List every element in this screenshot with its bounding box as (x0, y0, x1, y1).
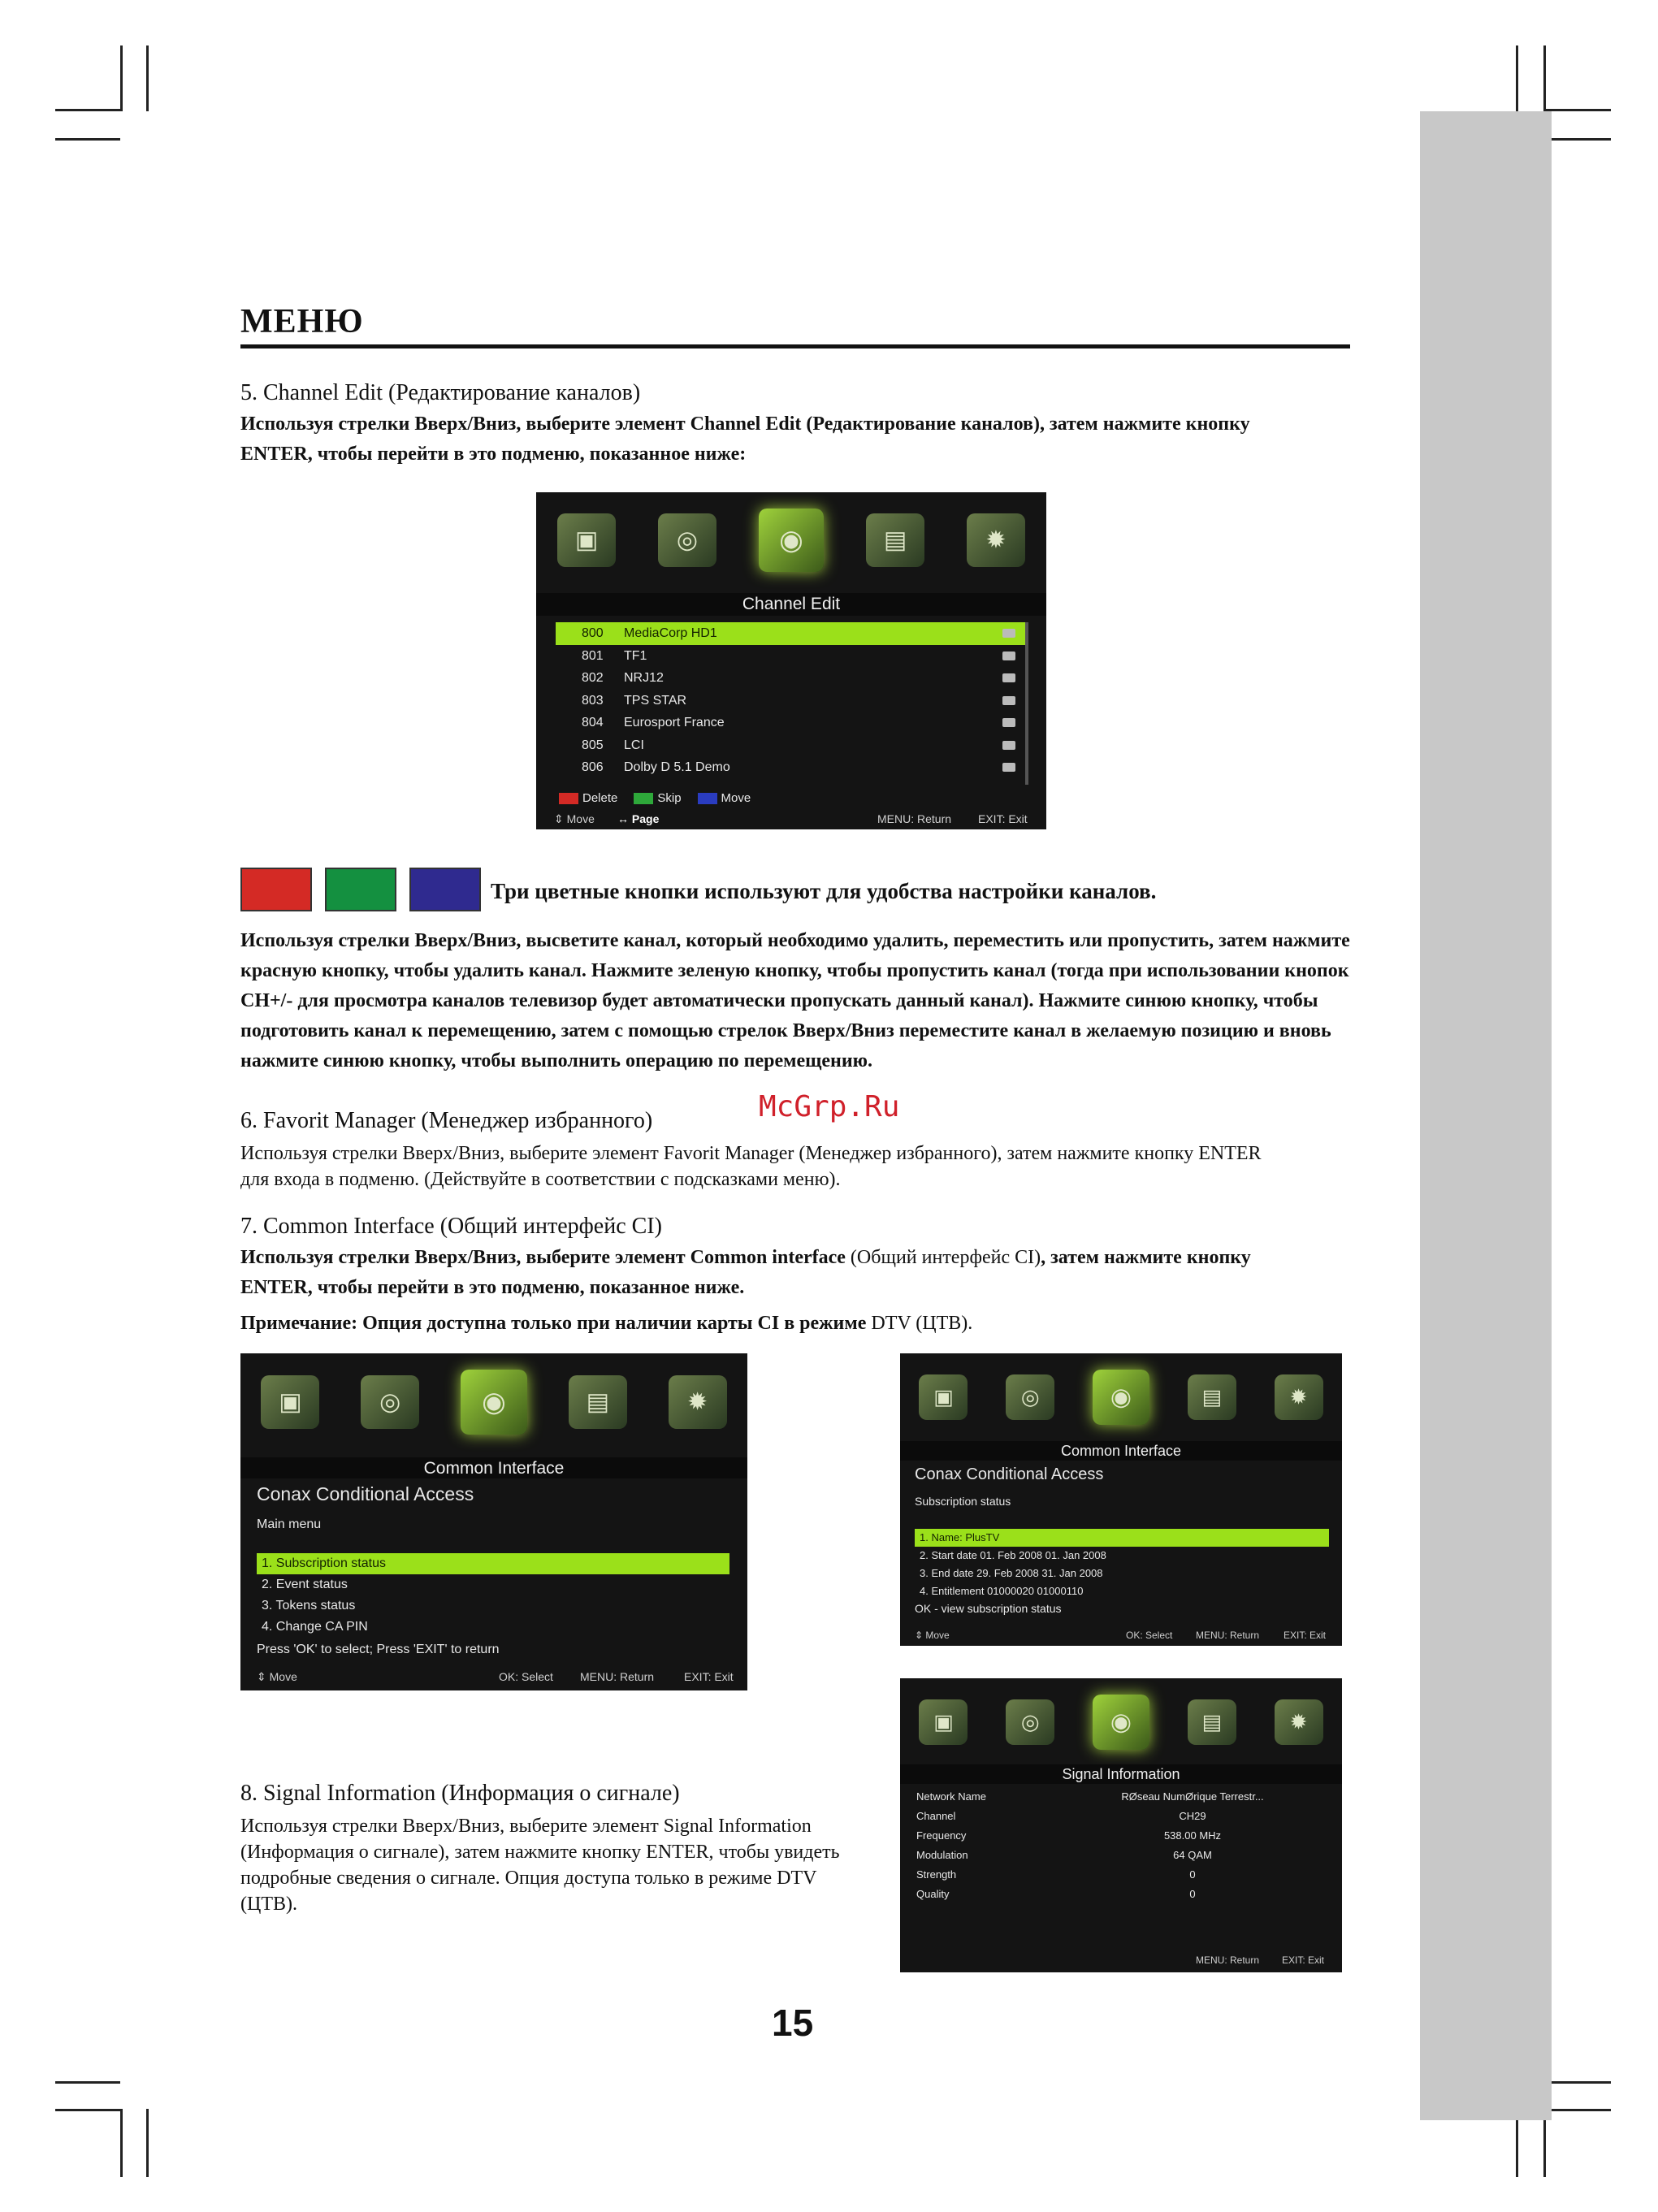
section-6-title: 6. Favorit Manager (Менеджер избранного) (240, 1108, 653, 1133)
channel-number: 804 (582, 716, 604, 729)
signal-label: Network Name (916, 1790, 986, 1803)
channel-name: TF1 (624, 648, 647, 663)
common-interface-screen (240, 1353, 747, 1690)
signal-row (916, 1787, 1331, 1807)
lock-icon: ▤ (569, 1375, 627, 1429)
scrollbar (1025, 622, 1028, 785)
ci-menu-item[interactable]: 4. Change CA PIN (262, 1620, 368, 1634)
ci-subtitle: Conax Conditional Access (257, 1483, 474, 1504)
color-legend (559, 791, 751, 805)
channel-row[interactable] (556, 645, 1027, 668)
crop-mark (1546, 2081, 1611, 2084)
tv-icon (1002, 763, 1015, 772)
subscription-row[interactable]: 1. Name: PlusTV (915, 1529, 1329, 1547)
picture-icon: ▣ (261, 1375, 319, 1429)
ci-menu-item[interactable]: 2. Event status (262, 1578, 348, 1591)
channel-row[interactable] (556, 690, 1027, 712)
signal-label: Frequency (916, 1829, 967, 1842)
screen-title: Common Interface (1060, 1443, 1182, 1459)
channel-icon: ◉ (461, 1370, 527, 1435)
watermark: McGrp.Ru (759, 1090, 900, 1123)
channel-number: 800 (582, 626, 604, 640)
channel-name: Eurosport France (624, 716, 725, 729)
ci-menu-list (257, 1553, 729, 1638)
legend-delete: Delete (559, 791, 617, 805)
sound-icon: ◎ (658, 513, 716, 567)
footer-menu: MENU: Return (1196, 1954, 1260, 1966)
picture-icon: ▣ (919, 1374, 968, 1420)
section-6-body: Используя стрелки Вверх/Вниз, выберите элемент Favorit Manager (Менеджер избранного), затем нажмите кнопку ENTER для входа в подменю. (Действуйте в соответствии с подсказками меню). (240, 1143, 1262, 1190)
signal-label: Modulation (916, 1849, 968, 1861)
tv-icon (1002, 673, 1015, 682)
footer-exit: EXIT: Exit (1282, 1954, 1325, 1966)
sub-caption: Subscription status (915, 1495, 1011, 1508)
crop-mark (1546, 2109, 1611, 2111)
subscription-rows (915, 1529, 1329, 1600)
ci-main-menu: Main menu (257, 1517, 322, 1531)
picture-icon: ▣ (919, 1699, 968, 1745)
crop-mark (120, 2109, 123, 2177)
crop-mark (146, 45, 149, 111)
footer-ok: OK: Select (1126, 1630, 1173, 1641)
crop-mark (146, 2109, 149, 2177)
channel-icon: ◉ (1093, 1695, 1149, 1750)
sound-icon: ◎ (1006, 1699, 1054, 1745)
signal-label: Strength (916, 1868, 957, 1881)
page-heading: МЕНЮ (240, 303, 364, 340)
crop-mark (55, 2109, 120, 2111)
signal-value: 538.00 MHz (1163, 1829, 1222, 1842)
section-8-body: Используя стрелки Вверх/Вниз, выберите элемент Signal Information (Информация о сигнале), затем нажмите кнопку ENTER, чтобы увидеть подробные сведения о сигнале. Опция доступа только в режиме DTV (ЦТВ). (240, 1816, 840, 1915)
blue-button-swatch (409, 868, 481, 911)
signal-value: CH29 (1179, 1810, 1206, 1822)
footer-menu: MENU: Return (580, 1670, 655, 1683)
footer-exit: EXIT: Exit (1284, 1630, 1327, 1641)
footer-exit: EXIT: Exit (978, 812, 1028, 825)
signal-rows (916, 1787, 1331, 1904)
setup-icon: ✹ (967, 513, 1025, 567)
channel-edit-screen (536, 492, 1046, 829)
crop-mark (1516, 45, 1518, 111)
subscription-status-screen (900, 1353, 1342, 1646)
channel-name: MediaCorp HD1 (624, 626, 717, 640)
crop-mark (55, 138, 120, 141)
footer-ok: OK: Select (499, 1670, 553, 1683)
signal-information-screen (900, 1678, 1342, 1972)
legend-skip: Skip (634, 791, 681, 805)
channel-row[interactable] (556, 622, 1027, 645)
page-number: 15 (772, 2002, 814, 2044)
channel-name: Dolby D 5.1 Demo (624, 760, 730, 774)
lock-icon: ▤ (1188, 1374, 1236, 1420)
signal-value: 0 (1189, 1868, 1196, 1881)
channel-icon: ◉ (1093, 1370, 1149, 1425)
section-7-body: Используя стрелки Вверх/Вниз, выберите элемент Common interface (Общий интерфейс CI), затем нажмите кнопку ENTER, чтобы перейти в это подменю, показанное ниже. (240, 1247, 1251, 1298)
channel-icon: ◉ (759, 509, 824, 572)
section-5-instructions: Используя стрелки Вверх/Вниз, высветите канал, который необходимо удалить, переместить или пропустить, затем нажмите красную кнопку, чтобы удалить канал. Нажмите зеленую кнопку, чтобы пропустить канал (тогда при использовании кнопок CH+/- для просмотра каналов телевизор будет автоматически пропускать данный канал). Нажмите синюю кнопку, чтобы подготовить канал к перемещению, затем с помощью стрелок Вверх/Вниз переместите канал в желаемую позицию и вновь нажмите синюю кнопку, чтобы выполнить операцию по перемещению. (240, 930, 1350, 1071)
tv-icon (1002, 651, 1015, 660)
signal-label: Channel (916, 1810, 956, 1822)
heading-rule (240, 344, 1350, 348)
setup-icon: ✹ (1275, 1699, 1323, 1745)
sub-subtitle: Conax Conditional Access (915, 1465, 1104, 1483)
channel-list (556, 622, 1027, 779)
ci-menu-item[interactable]: 3. Tokens status (262, 1599, 356, 1612)
subscription-row: 3. End date 29. Feb 2008 31. Jan 2008 (920, 1567, 1103, 1579)
crop-mark (55, 109, 120, 111)
sub-hint: OK - view subscription status (915, 1602, 1062, 1615)
signal-row (916, 1865, 1331, 1885)
channel-name: LCI (624, 738, 644, 752)
sound-icon: ◎ (361, 1375, 419, 1429)
signal-value: 64 QAM (1173, 1849, 1212, 1861)
footer-menu: MENU: Return (1196, 1630, 1260, 1641)
channel-number: 805 (582, 738, 604, 752)
channel-number: 802 (582, 671, 604, 685)
signal-row (916, 1826, 1331, 1846)
signal-row (916, 1846, 1331, 1865)
setup-icon: ✹ (669, 1375, 727, 1429)
crop-mark (1546, 109, 1611, 111)
signal-value: 0 (1189, 1888, 1196, 1900)
lock-icon: ▤ (866, 513, 924, 567)
channel-row[interactable] (556, 712, 1027, 734)
channel-number: 801 (582, 648, 604, 663)
channel-row[interactable] (556, 756, 1027, 779)
tv-icon (1002, 718, 1015, 727)
channel-row[interactable] (556, 734, 1027, 757)
sound-icon: ◎ (1006, 1374, 1054, 1420)
footer-exit: EXIT: Exit (684, 1670, 734, 1683)
section-7-note: Примечание: Опция доступна только при наличии карты CI в режиме DTV (ЦТВ). (240, 1313, 973, 1334)
signal-label: Quality (916, 1888, 950, 1900)
footer-move: ⇕ Move (915, 1630, 950, 1641)
crop-mark (120, 45, 123, 111)
channel-name: NRJ12 (624, 671, 664, 685)
channel-name: TPS STAR (624, 693, 687, 708)
crop-mark (1543, 45, 1546, 111)
channel-number: 806 (582, 760, 604, 774)
picture-icon: ▣ (557, 513, 616, 567)
section-5-title: 5. Channel Edit (Редактирование каналов) (240, 380, 641, 405)
crop-mark (55, 2081, 120, 2084)
signal-row (916, 1807, 1331, 1826)
screen-title: Channel Edit (742, 595, 841, 613)
subscription-row: 2. Start date 01. Feb 2008 01. Jan 2008 (920, 1549, 1106, 1561)
lock-icon: ▤ (1188, 1699, 1236, 1745)
side-tab-bar (1420, 111, 1552, 2120)
tv-icon (1002, 629, 1015, 638)
subscription-row: 4. Entitlement 01000020 01000110 (920, 1585, 1084, 1597)
signal-value: RØseau NumØrique Terrestr... (1121, 1790, 1264, 1803)
footer-move: ⇕ Move (257, 1670, 297, 1683)
footer-page: ↔ Page (617, 812, 660, 825)
section-8-title: 8. Signal Information (Информация о сигнале) (240, 1781, 680, 1806)
red-button-swatch (240, 868, 312, 911)
channel-row[interactable] (556, 667, 1027, 690)
ci-menu-item[interactable]: 1. Subscription status (257, 1553, 729, 1574)
crop-mark (1546, 138, 1611, 141)
ci-hint: Press 'OK' to select; Press 'EXIT' to return (257, 1643, 500, 1656)
green-button-swatch (325, 868, 396, 911)
footer-move: ⇕ Move (554, 812, 595, 825)
color-buttons-caption: Три цветные кнопки используют для удобства настройки каналов. (491, 879, 1157, 903)
legend-move: Move (698, 791, 751, 805)
tv-icon (1002, 741, 1015, 750)
screen-title: Common Interface (423, 1459, 565, 1478)
tv-icon (1002, 696, 1015, 705)
setup-icon: ✹ (1275, 1374, 1323, 1420)
section-5-body: Используя стрелки Вверх/Вниз, выберите элемент Channel Edit (Редактирование каналов), затем нажмите кнопку ENTER, чтобы перейти в это подменю, показанное ниже: (240, 413, 1250, 465)
signal-row (916, 1885, 1331, 1904)
channel-number: 803 (582, 693, 604, 708)
screen-title: Signal Information (1062, 1766, 1180, 1782)
section-7-title: 7. Common Interface (Общий интерфейс CI) (240, 1214, 662, 1239)
footer-menu: MENU: Return (877, 812, 952, 825)
